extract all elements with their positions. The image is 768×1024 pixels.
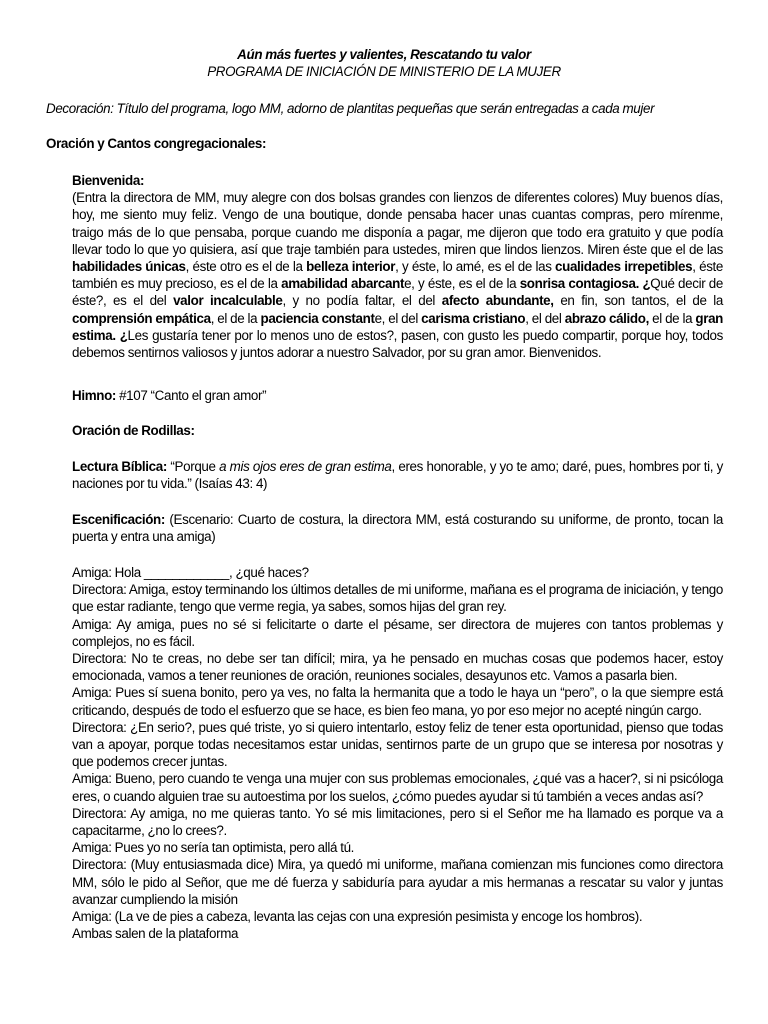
bold-phrase: abrazo cálido, (564, 310, 649, 326)
text-run: , éste otro es el de la (185, 259, 307, 275)
text-run: , el del (525, 310, 565, 326)
italic-phrase: a mis ojos eres de gran estima (219, 459, 392, 474)
dialogue-line: Amiga: Bueno, pero cuando te venga una mujer con sus problemas emocionales, ¿qué vas a hacer?, si ni psicóloga eres, o cuando alguien trae su autoestima por los suelos, ¿cómo puedes ayudar si tú también a veces andas así? (72, 771, 723, 804)
dialogue-line: Directora: Ay amiga, no me quieras tanto. Yo sé mis limitaciones, pero si el Señor me ha llamado es porque va a capacitarme, ¿no lo crees?. (72, 805, 723, 839)
section-heading-oracion-cantos: Oración y Cantos congregacionales: (46, 136, 267, 151)
escenificacion-text: (Escenario: Cuarto de costura, la directora MM, está costurando su uniforme, de pronto, tocan la puerta y entra una amiga) (72, 512, 723, 545)
himno-label: Himno: (72, 388, 117, 403)
oracion-rodillas-label: Oración de Rodillas: (72, 423, 195, 438)
bold-phrase: cualidades irrepetibles (555, 259, 693, 275)
dialogue-line: Amiga: Hola ____________, ¿qué haces? (72, 565, 309, 580)
dialogue-line: Directora: (Muy entusiasmada dice) Mira, ya quedó mi uniforme, mañana comienzan mis funciones como directora MM, sólo le pido al Señor, que me dé fuerza y sabiduría para ayudar a mis hermanas a rescatar su valor y juntas avanzar cumpliendo la misión (72, 857, 723, 907)
bienvenida-paragraph (72, 189, 723, 361)
oracion-rodillas-heading (72, 422, 723, 439)
lectura-biblica (72, 458, 723, 492)
text-run: el de la (648, 310, 696, 326)
escenificacion-label: Escenificación: (72, 512, 165, 527)
text-run: Les gustaría tener por lo menos uno de estos?, pasen, con gusto les puedo compartir, porque hoy, todos debemos sentirnos valiosos y juntos adorar a nuestro Salvador, por su gran amor. Bienvenidos. (72, 327, 723, 361)
bold-phrase: ¿ (119, 327, 128, 343)
decoration-note: Decoración: Título del programa, logo MM, adorno de plantitas pequeñas que serán entregadas a cada mujer (46, 101, 655, 116)
dialogue-section (72, 564, 723, 942)
dialogue-line: Directora: No te creas, no debe ser tan difícil; mira, ya he pensado en muchas cosas que podemos hacer, estoy emocionada, vamos a tener reuniones de oración, reuniones sociales, desayunos etc. Vamos a pasarla bien. (72, 651, 723, 684)
bold-phrase: carisma cristiano (421, 310, 526, 326)
dialogue-line: Ambas salen de la plataforma (72, 926, 239, 942)
bold-phrase: afecto abundante, (441, 293, 554, 309)
bold-phrase: paciencia constant (260, 310, 375, 326)
text-run: e, el del (374, 310, 422, 326)
dialogue-line: Amiga: Pues sí suena bonito, pero ya ves, no falta la hermanita que a todo le haya un “pero”, o la que siempre está criticando, después de todo el esfuerzo que se hace, es bien feo mana, yo por eso mejor no acepté ningún cargo. (72, 685, 723, 718)
bold-phrase: habilidades únicas (72, 259, 186, 275)
text-run: Qué decir de éste?, es el del (72, 276, 723, 309)
text-run: , éste también es muy precioso, es el de la (72, 259, 724, 292)
himno-text: #107 “Canto el gran amor” (116, 388, 267, 403)
dialogue-line: Directora: Amiga, estoy terminando los últimos detalles de mi uniforme, mañana es el programa de iniciación, y tengo que estar radiante, tengo que verme regia, ya sabes, somos hijas del gran rey. (72, 582, 723, 615)
bold-phrase: comprensión empática (72, 310, 211, 326)
bold-phrase: ¿ (642, 276, 651, 292)
text-run: en fin, son tantos, el de la (553, 293, 723, 309)
bold-phrase: amabilidad abarcant (281, 276, 405, 292)
document-title: Aún más fuertes y valientes, Rescatando tu valor (237, 47, 531, 62)
lectura-label: Lectura Bíblica: (72, 459, 167, 474)
himno-line (72, 387, 723, 404)
text-run: , el de la (210, 310, 261, 326)
text-run: “Porque (166, 459, 220, 474)
text-run: , y éste, lo amé, es el de las (395, 259, 556, 275)
bold-phrase: belleza interior (306, 259, 396, 275)
dialogue-line: Directora: ¿En serio?, pues qué triste, yo si quiero intentarlo, estoy feliz de tener esta oportunidad, pienso que todas van a apoyar, porque todas necesitamos estar unidas, sentirnos parte de un grupo que se interesa por nosotras y que podemos crecer juntas. (72, 719, 723, 770)
dialogue-line: Amiga: Pues yo no sería tan optimista, pero allá tú. (72, 840, 355, 856)
lectura-text (72, 459, 723, 491)
bienvenida-section (72, 172, 723, 361)
dialogue-line: Amiga: Ay amiga, pues no sé si felicitarte o darte el pésame, ser directora de mujeres con tantos problemas y complejos, no es fácil. (72, 616, 723, 649)
dialogue-line: Amiga: (La ve de pies a cabeza, levanta las cejas con una expresión pesimista y encoge los hombros). (72, 909, 643, 925)
document-subtitle: PROGRAMA DE INICIACIÓN DE MINISTERIO DE LA MUJER (207, 64, 561, 79)
escenificacion (72, 511, 723, 545)
bienvenida-label: Bienvenida: (72, 173, 145, 188)
bold-phrase: gran estima. (72, 310, 723, 343)
bold-phrase: valor incalculable (173, 293, 283, 309)
text-run: (Entra la directora de MM, muy alegre con dos bolsas grandes con lienzos de diferentes colores) Muy buenos días, hoy, me siento muy feliz. Vengo de una boutique, donde pensaba hacer unas cuantas compras, pero mírenme, traigo más de lo que pensaba, porque cuando me disponía a pagar, me dijeron que todo era gratuito y que podía llevar todo lo que yo quisiera, así que traje también para ustedes, miren que lindos lienzos. Miren éste que el de las (72, 190, 723, 257)
text-run: , y no podía faltar, el del (282, 293, 442, 309)
text-run: e, y éste, es el de la (404, 276, 520, 292)
bold-phrase: sonrisa contagiosa. (519, 276, 639, 292)
text-run: , eres honorable, y yo te amo; daré, pues, hombres por ti, y naciones por tu vida.” (Isaías 43: 4) (72, 459, 723, 492)
